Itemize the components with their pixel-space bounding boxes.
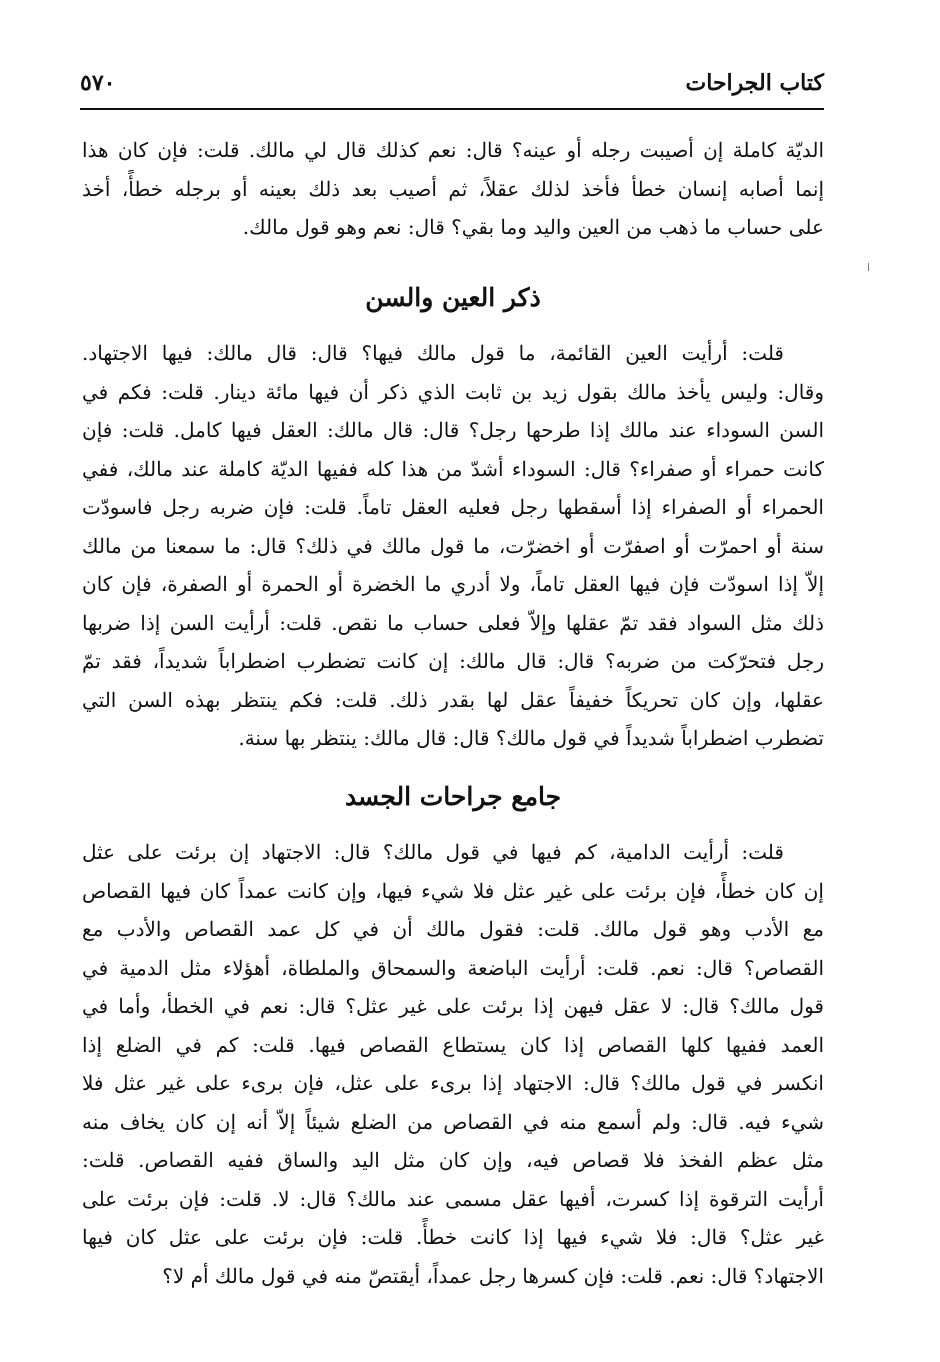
text-line: قلت: أرأيت الدامية، كم فيها في قول مالك؟ قال: الاجتهاد إن برئت على عثل bbox=[82, 840, 784, 864]
text-line: مع الأدب وهو قول مالك. قلت: فقول مالك أن في كل عمد القصاص والأدب مع bbox=[82, 917, 824, 941]
text-line: الديّة كاملة إن أصيبت رجله أو عينه؟ قال: نعم كذلك قال لي مالك. قلت: فإن كان هذا bbox=[82, 138, 824, 162]
book-title: كتاب الجراحات bbox=[685, 70, 824, 96]
text-line: سنة أو احمرّت أو اصفرّت أو اخضرّت، ما قول مالك في ذلك؟ قال: ما سمعنا من مالك bbox=[82, 533, 824, 558]
text-line: قلت: أرأيت العين القائمة، ما قول مالك فيها؟ قال: قال مالك: فيها الاجتهاد. bbox=[82, 341, 784, 365]
text-line: مثل عظم الفخذ فلا قصاص فيه، وإن كان مثل اليد والساق ففيه القصاص. قلت: bbox=[82, 1148, 824, 1172]
section-heading-eye-tooth: ذكر العين والسن bbox=[365, 283, 541, 312]
intro-paragraph bbox=[82, 131, 824, 247]
text-line: على حساب ما ذهب من العين واليد وما بقي؟ قال: نعم وهو قول مالك. bbox=[242, 215, 824, 239]
running-header bbox=[80, 64, 824, 108]
page-number: ٥٧٠ bbox=[80, 70, 116, 96]
section-heading-body-wounds: جامع جراحات الجسد bbox=[344, 782, 562, 811]
text-line: وقال: وليس يأخذ مالك بقول زيد بن ثابت الذي ذكر أن فيها مائة دينار. قلت: فكم في bbox=[82, 379, 824, 404]
text-line: انكسر في قول مالك؟ قال: الاجتهاد إذا برىء على عثل، فإن برىء على غير عثل فلا bbox=[82, 1071, 824, 1095]
text-line: السن السوداء عند مالك إذا طرحها رجل؟ قال: قال مالك: العقل فيها كامل. قلت: فإن bbox=[82, 418, 824, 442]
text-line: غير عثل؟ قال: فلا شيء فيها إذا كانت خطأً. قلت: فإن برئت على عثل كان فيها bbox=[82, 1225, 824, 1249]
text-line: أرأيت الترقوة إذا كسرت، أفيها عقل مسمى عند مالك؟ قال: لا. قلت: فإن برئت على bbox=[82, 1186, 824, 1211]
section-1-paragraph bbox=[82, 334, 824, 758]
text-line: الحمراء أو الصفراء إذا أسقطها رجل فعليه العقل تاماً. قلت: فإن ضربه رجل فاسودّت bbox=[82, 495, 824, 519]
text-line: رجل فتحرّكت من ضربه؟ قال: قال مالك: إن كانت تضطرب اضطراباً شديداً، فقد تمّ bbox=[82, 649, 824, 673]
text-line: شيء فيه. قال: ولم أسمع منه في القصاص من الضلع شيئاً إلاّ أنه إن كان يخاف منه bbox=[82, 1109, 824, 1134]
text-line: العمد ففيها كلها القصاص إذا كان يستطاع القصاص فيها. قلت: كم في الضلع إذا bbox=[82, 1032, 824, 1057]
text-line: ذلك مثل السواد فقد تمّ عقلها وإلاّ فعلى حساب ما نقص. قلت: أرأيت السن إذا ضربها bbox=[82, 610, 824, 635]
text-line: عقلها، وإن كان تحريكاً خفيفاً عقل لها بقدر ذلك. قلت: فكم ينتظر بهذه السن التي bbox=[82, 687, 824, 712]
text-line: القصاص؟ قال: نعم. قلت: أرأيت الباضعة والسمحاق والملطاة، أهؤلاء مثل الدمية في bbox=[82, 955, 824, 980]
text-line: إنما أصابه إنسان خطأ فأخذ لذلك عقلاً، ثم أصيب بعد ذلك بعينه أو برجله خطأً، أخذ bbox=[82, 176, 824, 201]
header-rule bbox=[80, 108, 824, 110]
text-line: إن كان خطأً، فإن برئت على غير عثل فلا شيء فيها، وإن كانت عمداً كان فيها القصاص bbox=[82, 878, 824, 903]
text-line: قول مالك؟ قال: لا عقل فيهن إذا برئت على غير عثل؟ قال: نعم في الخطأ، وأما في bbox=[82, 994, 824, 1018]
section-2-paragraph bbox=[82, 833, 824, 1295]
text-line: تضطرب اضطراباً شديداً في قول مالك؟ قال: قال مالك: ينتظر بها سنة. bbox=[238, 726, 824, 750]
text-line: إلاّ إذا اسودّت فإن فيها العقل تاماً، ولا أدري ما الخضرة أو الحمرة أو الصفرة، فإن كان bbox=[82, 572, 824, 596]
text-line: كانت حمراء أو صفراء؟ قال: السوداء أشدّ من هذا كله ففيها الديّة كاملة عند مالك، ففي bbox=[82, 456, 824, 481]
text-line: الاجتهاد؟ قال: نعم. قلت: فإن كسرها رجل عمداً، أيقتصّ منه في قول مالك أم لا؟ bbox=[162, 1263, 824, 1288]
margin-mark bbox=[868, 263, 869, 271]
